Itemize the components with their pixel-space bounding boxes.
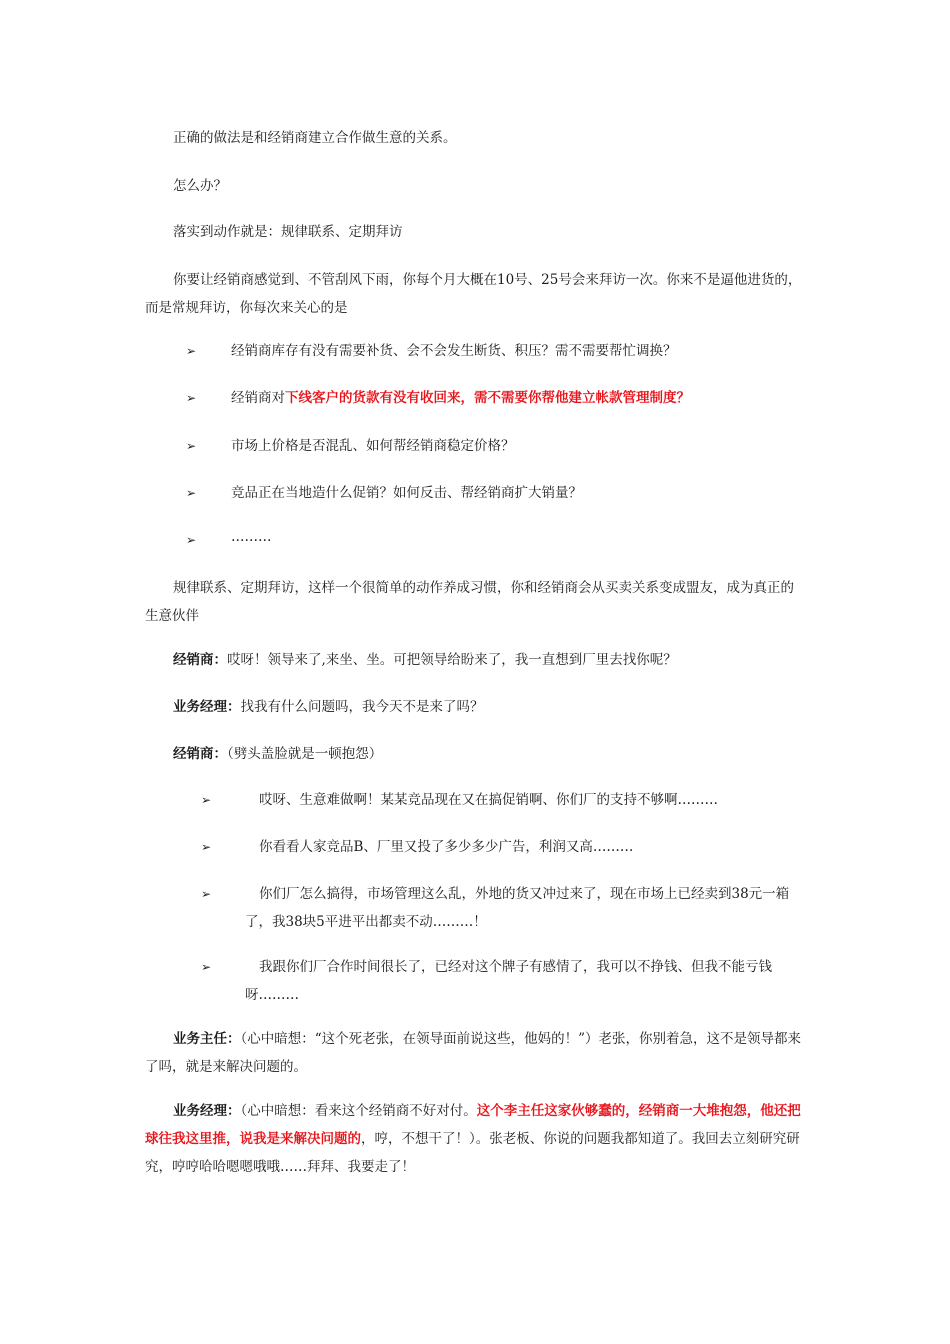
dialogue-line [145,1097,807,1181]
arrow-bullet-icon: ➢ [186,533,197,547]
speaker-label: 业务主任： [173,1031,241,1047]
speaker-label: 业务经理： [173,699,241,715]
arrow-bullet-icon: ➢ [186,486,197,500]
list-item: 哎呀、生意难做啊！某某竞品现在又在搞促销啊、你们厂的支持不够啊……… [259,792,718,808]
list-item: ……… [231,529,272,545]
list-item: 你们厂怎么搞得，市场管理这么乱，外地的货又冲过来了，现在市场上已经卖到38元一箱了，我38块5平进平出都卖不动………！ [245,886,790,930]
arrow-bullet-icon: ➢ [201,960,212,974]
dialogue-line [145,1025,807,1081]
dialogue-text: 哎呀！领导来了,来坐、坐。可把领导给盼来了，我一直想到厂里去找你呢？ [227,652,677,668]
paragraph-action: 落实到动作就是：规律联系、定期拜访 [173,224,403,240]
list-item: 你看看人家竞品B、厂里又投了多少多少广告，利润又高……… [259,839,634,855]
arrow-bullet-icon: ➢ [201,793,212,807]
arrow-bullet-icon: ➢ [186,439,197,453]
speaker-label: 业务经理： [173,1103,241,1119]
dialogue-line [145,646,807,674]
list-item: 竞品正在当地造什么促销？如何反击、帮经销商扩大销量？ [231,485,582,501]
arrow-bullet-icon: ➢ [186,344,197,358]
speaker-label: 经销商： [173,652,227,668]
dialogue-text: ，哼，不想干了！）。张老板、你说的问题我都知道了。我回去立刻研究研究，哼哼哈哈嗯嗯哦哦……拜拜、我要走了！ [145,1131,800,1175]
paragraph-visit: 你要让经销商感觉到、不管刮风下雨，你每个月大概在10号、25号会来拜访一次。你来不是逼他进货的，而是常规拜访，你每次来关心的是 [145,272,802,316]
dialogue-text: 找我有什么问题吗，我今天不是来了吗？ [240,699,484,715]
list-item-text: 经销商对 [231,390,285,406]
speaker-label: 经销商： [173,746,227,762]
highlight-text: 下线客户的货款有没有收回来，需不需要你帮他建立帐款管理制度？ [285,390,690,406]
arrow-bullet-icon: ➢ [201,840,212,854]
dialogue-text: （心中暗想：“这个死老张，在领导面前说这些，他妈的！”）老张，你别着急，这不是领导都来了吗，就是来解决问题的。 [145,1031,802,1075]
dialogue-line [145,740,807,768]
list-item: 市场上价格是否混乱、如何帮经销商稳定价格？ [231,438,515,454]
paragraph-correct-approach: 正确的做法是和经销商建立合作做生意的关系。 [173,130,457,146]
paragraph-how: 怎么办？ [173,178,227,194]
arrow-bullet-icon: ➢ [186,391,197,405]
dialogue-text: （心中暗想：看来这个经销商不好对付。 [240,1103,477,1119]
list-item: 我跟你们厂合作时间很长了，已经对这个牌子有感情了，我可以不挣钱、但我不能亏钱呀……… [245,959,772,1003]
paragraph-partner: 规律联系、定期拜访，这样一个很简单的动作养成习惯，你和经销商会从买卖关系变成盟友，成为真正的生意伙伴 [145,580,794,624]
highlight-text: 这个李主任这家伙够蠢的，经销商一大堆抱怨，他还把球往我这里推，说我是来解决问题的 [145,1103,801,1147]
list-item: 经销商库存有没有需要补货、会不会发生断货、积压？需不需要帮忙调换？ [231,343,677,359]
list-item [231,384,690,412]
dialogue-line [145,693,807,721]
arrow-bullet-icon: ➢ [201,887,212,901]
dialogue-text: （劈头盖脸就是一顿抱怨） [227,746,383,762]
